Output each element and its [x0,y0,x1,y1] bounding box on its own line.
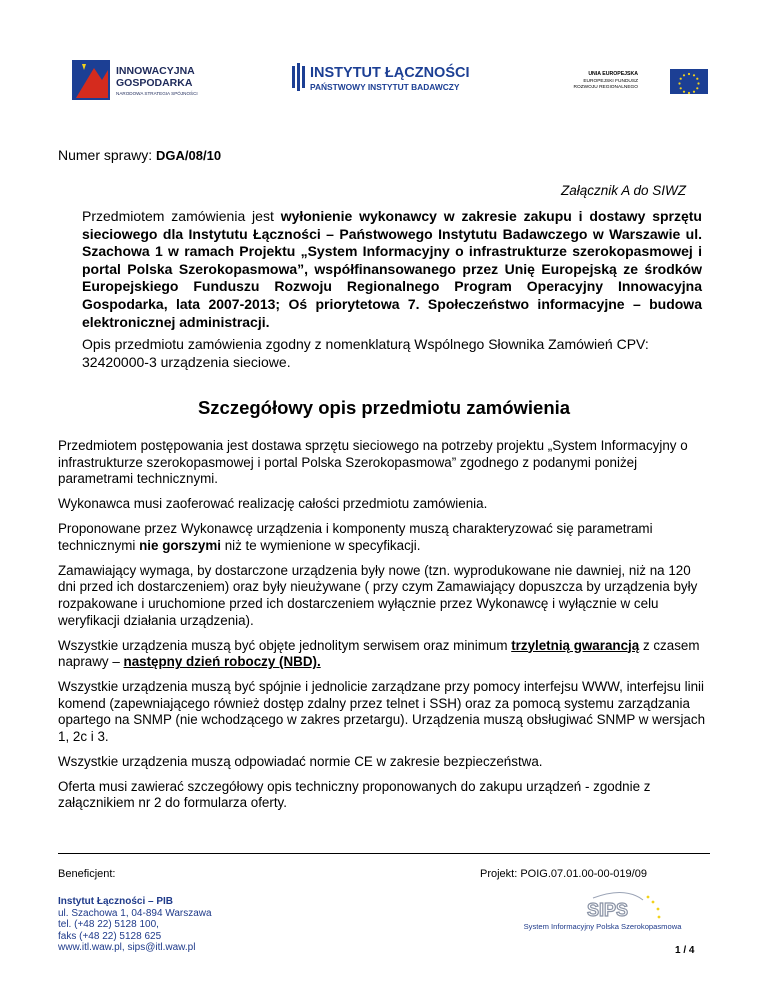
paragraph-3-bold: nie gorszymi [139,537,221,553]
sips-logo [515,892,690,938]
cpv-line2: 32420000-3 urządzenia sieciowe. [82,353,291,370]
section-heading: Szczegółowy opis przedmiotu zamówienia [197,397,571,418]
paragraph-2: Wykonawca musi zaoferować realizację całości przedmiotu zamówienia. [58,496,488,512]
beneficiary-address [58,896,212,954]
paragraph-6: Wszystkie urządzenia muszą być spójnie i jednolicie zarządzane przy pomocy interfejsu WWW, interfejsu linii komend (zapewniającego również dostęp zdalny przez telnet i SSH) oraz za pomocą systemu zarządzania opartego na SNMP (nie wchodzącego w zakres przetargu). Urządzenia muszą obsługiwać SNMP w wersjach 1, 2c i 3. [58,679,706,744]
eu-flag-icon [670,69,708,94]
sips-caption: System Informacyjny Polska Szerokopasmowa [523,922,682,931]
paragraph-5-a: Wszystkie urządzenia muszą być objęte jednolitym serwisem oraz minimum [58,637,512,653]
logo-eu-line2: EUROPEJSKI FUNDUSZ [583,79,638,84]
paragraph-3-c: niż te wymienione w specyfikacji. [220,537,421,553]
specification-body [58,438,710,820]
web-email: www.itl.waw.pl, sips@itl.waw.pl [58,942,196,954]
sips-logo-text: SIPS [587,900,629,920]
eu-logo [573,67,713,97]
logo-eu-line1: UNIA EUROPEJSKA [588,71,638,77]
cpv-line1: Opis przedmiotu zamówienia zgodny z nomenklaturą Wspólnego Słownika Zamówień CPV: [82,336,649,352]
case-number-label: Numer sprawy: [58,147,157,163]
sips-stars-icon [647,896,661,919]
logo-ig-line3: NARODOWA STRATEGIA SPÓJNOŚCI [116,91,198,96]
annex-label: Załącznik A do SIWZ [560,183,686,198]
case-number [58,147,221,163]
paragraph-7: Wszystkie urządzenia muszą odpowiadać normie CE w zakresie bezpieczeństwa. [58,753,543,769]
itl-emblem-icon [292,63,305,91]
warranty-emphasis: trzyletnią gwarancją [511,637,640,653]
paragraph-3-a: Proponowane przez Wykonawcę urządzenia i komponenty muszą charakteryzować się parametrami technicznymi [58,521,653,553]
nbd-emphasis: następny dzień roboczy (NBD). [123,654,321,670]
paragraph-4: Zamawiający wymaga, by dostarczone urządzenia były nowe (tzn. wyprodukowane nie dawniej, niż na 120 dni przed ich dostarczeniem) oraz były nieużywane ( przy czym Zamawiający dopuszcza by urządzenia były rozpakowane i uruchomione przed ich dostarczeniem wyłącznie przez Wykonawcę i wyłącznie w celu weryfikacji działania urządzenia). [58,562,698,628]
beneficiary-label: Beneficjent: [58,868,116,880]
fax: faks (+48 22) 5128 625 [58,930,162,942]
cpv-paragraph [82,336,702,371]
logo-itl-line2: PAŃSTWOWY INSTYTUT BADAWCZY [310,82,460,92]
logo-ig-line2: GOSPODARKA [116,77,193,89]
paragraph-1: Przedmiotem postępowania jest dostawa sprzętu sieciowego na potrzeby projektu „System Informacyjny o infrastrukturze szerokopasmowej i portal Polska Szerokopasmowa” zgodnego z podanymi poniżej parametrami technicznymi. [58,438,688,487]
street-address: ul. Szachowa 1, 04-894 Warszawa [58,907,212,919]
intro-bold: wyłonienie wykonawcy w zakresie zakupu i dostawy sprzętu sieciowego dla Instytutu Łączności – Państwowego Instytutu Badawczego w Warszawie ul. Szachowa 1 w ramach Projektu „System Informacyjny o infrastrukturze szerokopasmowej i portal Polska Szerokopasmowa”, współfinansowanego przez Unię Europejską ze środków Europejskiego Funduszu Rozwoju Regionalnego Program Operacyjny Innowacyjna Gospodarka, lata 2007-2013; Oś priorytetowa 7. Społeczeństwo informacyjne – budowa elektronicznej administracji. [82,208,702,330]
paragraph-3 [58,521,710,554]
org-name: Instytut Łączności – PIB [58,896,174,907]
footer-divider [58,853,710,854]
case-number-value: DGA/08/10 [156,148,222,163]
project-number: Projekt: POIG.07.01.00-00-019/09 [480,868,647,880]
intro-lead: Przedmiotem zamówienia jest [82,208,281,224]
phone: tel. (+48 22) 5128 100, [58,919,159,931]
instytut-lacznosci-logo [290,60,490,100]
paragraph-8: Oferta musi zawierać szczegółowy opis techniczny proponowanych do zakupu urządzeń - zgodnie z załącznikiem nr 2 do formularza oferty. [58,778,651,811]
logo-itl-line1: INSTYTUT ŁĄCZNOŚCI [310,65,470,81]
paragraph-5-c: z czasem naprawy – [58,637,700,670]
paragraph-5 [58,638,710,671]
sips-swoosh [593,892,643,900]
logo-eu-line3: ROZWOJU REGIONALNEGO [573,85,638,90]
logo-ig-line1: INNOWACYJNA [116,65,195,77]
intro-paragraph [82,208,702,331]
innowacyjna-gospodarka-logo [72,58,222,108]
page-number: 1 / 4 [675,945,695,956]
